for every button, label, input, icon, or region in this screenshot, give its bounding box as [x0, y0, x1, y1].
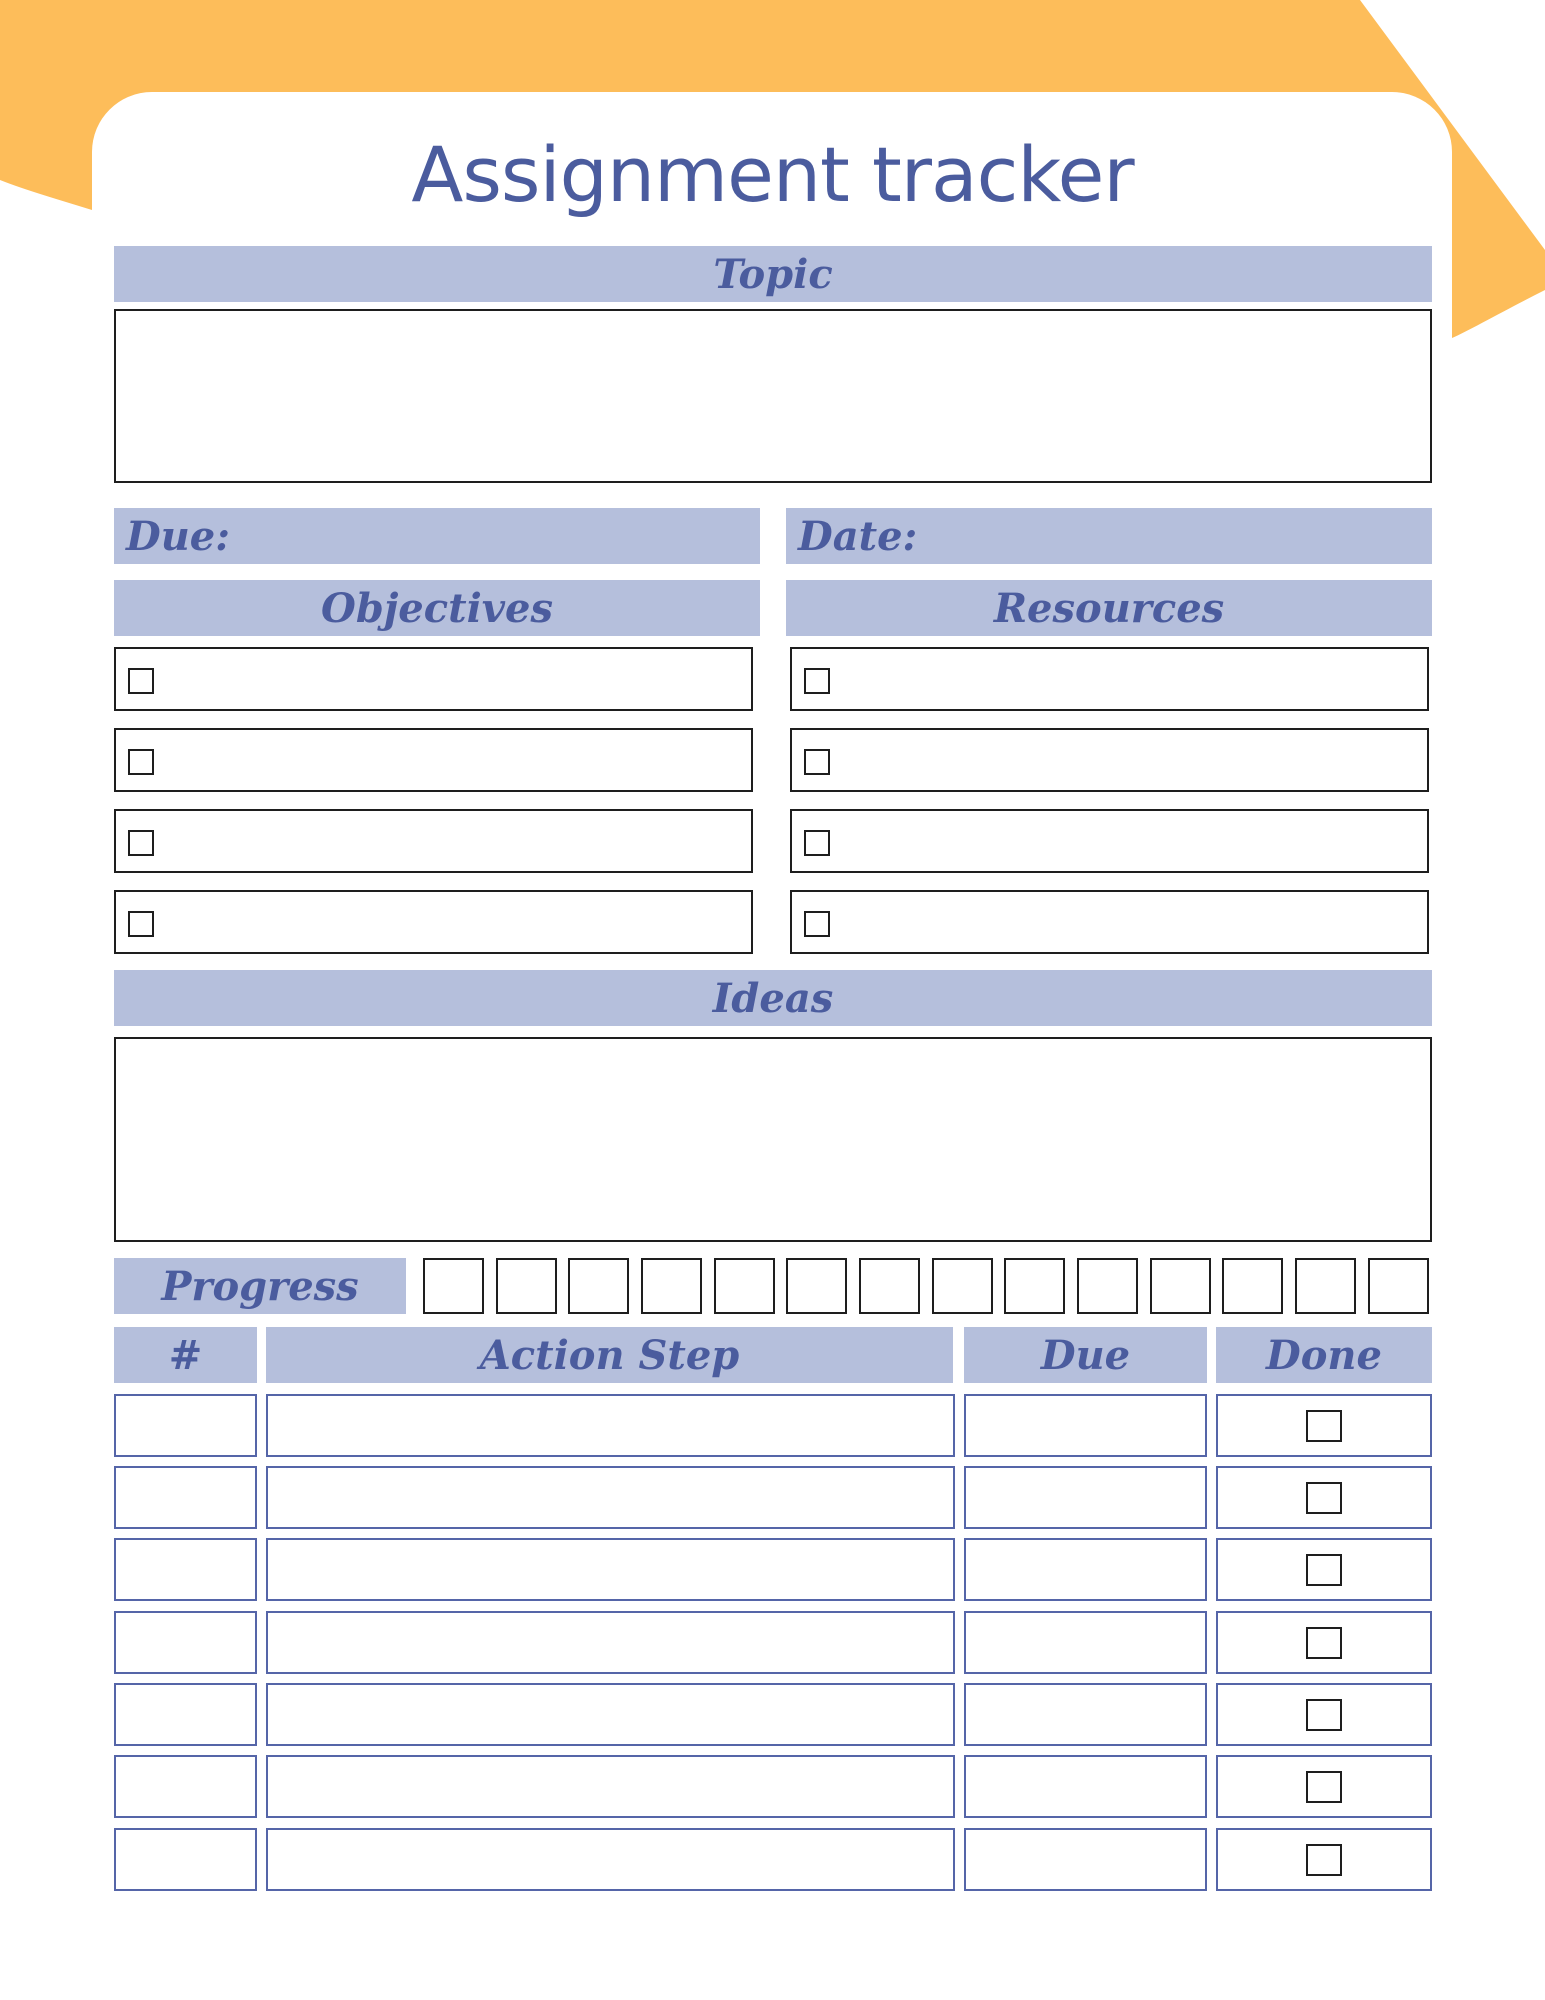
- done-checkbox[interactable]: [1306, 1844, 1342, 1876]
- resource-checkbox[interactable]: [804, 911, 830, 937]
- ideas-field[interactable]: [114, 1037, 1432, 1242]
- done-cell: [1216, 1683, 1432, 1746]
- due-cell[interactable]: [964, 1466, 1207, 1529]
- resource-item[interactable]: [790, 809, 1429, 873]
- due-cell[interactable]: [964, 1394, 1207, 1457]
- progress-header: [114, 1258, 406, 1314]
- ideas-header: [114, 970, 1432, 1026]
- topic-field[interactable]: [114, 309, 1432, 483]
- resource-checkbox[interactable]: [804, 668, 830, 694]
- objectives-header: [114, 580, 760, 636]
- action-step-cell[interactable]: [266, 1538, 955, 1601]
- action-step-cell[interactable]: [266, 1755, 955, 1818]
- row-number-cell[interactable]: [114, 1828, 257, 1891]
- resources-label: Resources: [993, 584, 1225, 632]
- action-step-cell[interactable]: [266, 1611, 955, 1674]
- progress-cell[interactable]: [1368, 1258, 1429, 1314]
- objective-checkbox[interactable]: [128, 830, 154, 856]
- progress-cell[interactable]: [859, 1258, 920, 1314]
- date-label: Date:: [798, 512, 918, 560]
- resource-item[interactable]: [790, 890, 1429, 954]
- column-header-label: #: [168, 1331, 203, 1379]
- topic-label: Topic: [713, 250, 833, 298]
- column-header-number: [114, 1327, 257, 1383]
- due-cell[interactable]: [964, 1538, 1207, 1601]
- resource-checkbox[interactable]: [804, 749, 830, 775]
- done-checkbox[interactable]: [1306, 1410, 1342, 1442]
- column-header-label: Due: [1040, 1331, 1131, 1379]
- progress-cell[interactable]: [786, 1258, 847, 1314]
- done-checkbox[interactable]: [1306, 1627, 1342, 1659]
- action-step-cell[interactable]: [266, 1466, 955, 1529]
- action-step-cell[interactable]: [266, 1683, 955, 1746]
- due-cell[interactable]: [964, 1683, 1207, 1746]
- progress-cell[interactable]: [1295, 1258, 1356, 1314]
- page-title: Assignment tracker: [411, 130, 1134, 219]
- progress-cell[interactable]: [1077, 1258, 1138, 1314]
- column-header-due: [964, 1327, 1207, 1383]
- done-cell: [1216, 1394, 1432, 1457]
- due-label: Due:: [126, 512, 230, 560]
- progress-cell[interactable]: [496, 1258, 557, 1314]
- done-checkbox[interactable]: [1306, 1554, 1342, 1586]
- objective-item[interactable]: [114, 728, 753, 792]
- row-number-cell[interactable]: [114, 1466, 257, 1529]
- done-cell: [1216, 1611, 1432, 1674]
- objective-checkbox[interactable]: [128, 749, 154, 775]
- row-number-cell[interactable]: [114, 1394, 257, 1457]
- done-cell: [1216, 1538, 1432, 1601]
- due-field[interactable]: [114, 508, 760, 564]
- progress-cell[interactable]: [641, 1258, 702, 1314]
- column-header-label: Action Step: [479, 1331, 740, 1379]
- objective-item[interactable]: [114, 809, 753, 873]
- progress-cell[interactable]: [568, 1258, 629, 1314]
- column-header-done: [1216, 1327, 1432, 1383]
- row-number-cell[interactable]: [114, 1755, 257, 1818]
- objective-checkbox[interactable]: [128, 668, 154, 694]
- resource-item[interactable]: [790, 728, 1429, 792]
- row-number-cell[interactable]: [114, 1683, 257, 1746]
- objective-checkbox[interactable]: [128, 911, 154, 937]
- due-cell[interactable]: [964, 1828, 1207, 1891]
- progress-cell[interactable]: [1150, 1258, 1211, 1314]
- due-cell[interactable]: [964, 1611, 1207, 1674]
- objectives-label: Objectives: [321, 584, 553, 632]
- objective-item[interactable]: [114, 890, 753, 954]
- row-number-cell[interactable]: [114, 1538, 257, 1601]
- done-checkbox[interactable]: [1306, 1482, 1342, 1514]
- date-field[interactable]: [786, 508, 1432, 564]
- done-checkbox[interactable]: [1306, 1699, 1342, 1731]
- progress-cell[interactable]: [932, 1258, 993, 1314]
- column-header-action-step: [266, 1327, 953, 1383]
- action-step-cell[interactable]: [266, 1828, 955, 1891]
- resources-header: [786, 580, 1432, 636]
- resource-item[interactable]: [790, 647, 1429, 711]
- row-number-cell[interactable]: [114, 1611, 257, 1674]
- resource-checkbox[interactable]: [804, 830, 830, 856]
- progress-cell[interactable]: [714, 1258, 775, 1314]
- ideas-label: Ideas: [712, 974, 834, 1022]
- done-cell: [1216, 1828, 1432, 1891]
- done-cell: [1216, 1755, 1432, 1818]
- done-checkbox[interactable]: [1306, 1771, 1342, 1803]
- done-cell: [1216, 1466, 1432, 1529]
- progress-label: Progress: [161, 1262, 359, 1310]
- action-step-cell[interactable]: [266, 1394, 955, 1457]
- due-cell[interactable]: [964, 1755, 1207, 1818]
- column-header-label: Done: [1266, 1331, 1382, 1379]
- objective-item[interactable]: [114, 647, 753, 711]
- progress-cell[interactable]: [1004, 1258, 1065, 1314]
- progress-cell[interactable]: [423, 1258, 484, 1314]
- progress-cell[interactable]: [1222, 1258, 1283, 1314]
- topic-header: [114, 246, 1432, 302]
